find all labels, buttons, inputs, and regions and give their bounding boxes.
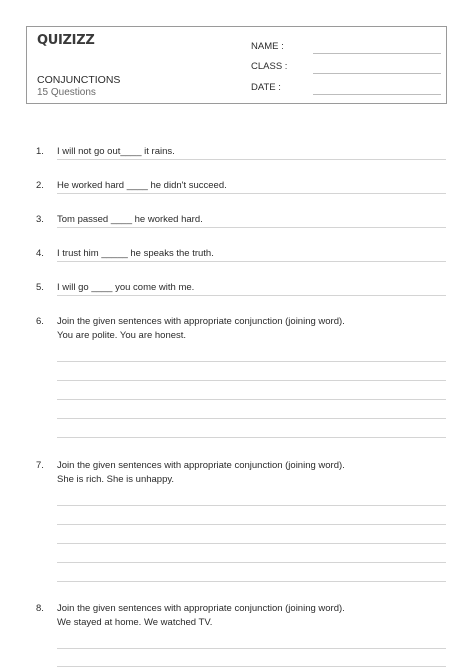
class-field[interactable] [251,61,441,75]
name-field[interactable] [251,41,441,55]
question-number: 6. [36,316,44,327]
answer-line[interactable] [57,295,446,296]
answer-line[interactable] [57,648,446,649]
worksheet-title: CONJUNCTIONS [37,74,121,86]
question-number: 4. [36,248,44,259]
answer-line[interactable] [57,437,446,438]
answer-line[interactable] [57,399,446,400]
question-text: Join the given sentences with appropriate conjunction (joining word). [57,316,345,327]
date-field[interactable] [251,82,441,96]
question-text: He worked hard ____ he didn't succeed. [57,180,227,191]
answer-line[interactable] [57,505,446,506]
answer-line[interactable] [57,666,446,667]
class-line [313,73,441,74]
question-number: 3. [36,214,44,225]
answer-line[interactable] [57,193,446,194]
question-text: Tom passed ____ he worked hard. [57,214,203,225]
question-number: 8. [36,603,44,614]
answer-line[interactable] [57,562,446,563]
answer-line[interactable] [57,380,446,381]
question-number: 7. [36,460,44,471]
answer-line[interactable] [57,581,446,582]
answer-line[interactable] [57,418,446,419]
question-sentences: We stayed at home. We watched TV. [57,617,213,628]
class-label: CLASS : [251,61,288,72]
question-text: Join the given sentences with appropriate conjunction (joining word). [57,460,345,471]
answer-line[interactable] [57,261,446,262]
answer-line[interactable] [57,524,446,525]
answer-line[interactable] [57,227,446,228]
quizizz-logo: QUIZIZZ [37,33,95,48]
question-number: 1. [36,146,44,157]
answer-line[interactable] [57,159,446,160]
question-text: Join the given sentences with appropriate conjunction (joining word). [57,603,345,614]
answer-line[interactable] [57,543,446,544]
question-sentences: She is rich. She is unhappy. [57,474,175,485]
question-text: I will not go out____ it rains. [57,146,175,157]
question-text: I will go ____ you come with me. [57,282,195,293]
date-line [313,94,441,95]
name-label: NAME : [251,41,284,52]
question-number: 2. [36,180,44,191]
question-sentences: You are polite. You are honest. [57,330,187,341]
question-number: 5. [36,282,44,293]
question-text: I trust him _____ he speaks the truth. [57,248,214,259]
answer-line[interactable] [57,361,446,362]
name-line [313,53,441,54]
worksheet-header [26,26,447,104]
date-label: DATE : [251,82,281,93]
question-count: 15 Questions [37,87,96,98]
